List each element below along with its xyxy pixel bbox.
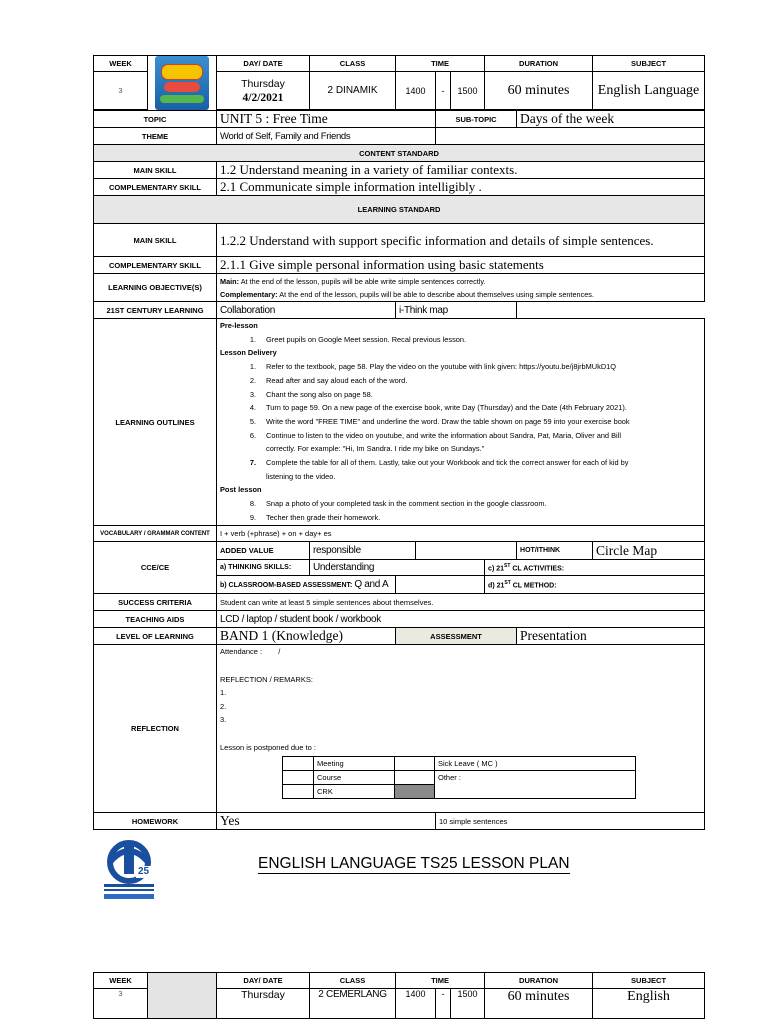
subject-header-2: SUBJECT [593, 973, 705, 989]
c21-empty [517, 302, 705, 319]
content-comp-skill-label: COMPLEMENTARY SKILL [94, 179, 217, 196]
subject-value: English Language [593, 72, 705, 110]
content-comp-skill: 2.1 Communicate simple information intelligibly . [217, 179, 705, 196]
hot-label: HOT/ITHINK [517, 542, 593, 560]
aids-label: TEACHING AIDS [94, 611, 217, 628]
crk-label: CRK [314, 785, 395, 799]
theme-label: THEME [94, 128, 217, 145]
c21-value: Collaboration [217, 302, 396, 319]
other-checkbox[interactable] [395, 771, 435, 785]
remark-1: 1. [220, 688, 227, 697]
vocab-label: VOCABULARY / GRAMMAR CONTENT [94, 526, 217, 542]
content-main-skill-label: MAIN SKILL [94, 162, 217, 179]
thinking-value: Understanding [310, 560, 485, 576]
objective-cell [217, 274, 705, 302]
time-end-2: 1500 [451, 989, 485, 1019]
sick-label: Sick Leave ( MC ) [435, 757, 636, 771]
day-header: DAY/ DATE [217, 56, 310, 72]
outline-step-continued: listening to the video. [266, 471, 336, 481]
day-header-2: DAY/ DATE [217, 973, 310, 989]
super-minds-logo [155, 56, 209, 110]
lesson-delivery-heading: Lesson Delivery [220, 348, 277, 358]
crk-shade [395, 785, 435, 799]
c21-label: 21ST CENTURY LEARNING [94, 302, 217, 319]
level-value: BAND 1 (Knowledge) [217, 628, 396, 645]
lesson-plan-table [93, 55, 705, 830]
postpone-table [282, 756, 636, 799]
remarks-label: REFLECTION / REMARKS: [220, 675, 313, 684]
theme-value: World of Self, Family and Friends [217, 128, 436, 145]
outline-step: 6. Continue to listen to the video on youtube, and write the information about Sandra, Pat, Maria, Oliver and Bill [249, 430, 621, 440]
outline-step: 1. Greet pupils on Google Meet session. Recal previous lesson. [249, 334, 467, 344]
c21-activities-cell: c) 21ST CL ACTIVITIES: [485, 560, 705, 576]
ls-main-skill-label: MAIN SKILL [94, 224, 217, 257]
cce-label: CCE/CE [94, 542, 217, 594]
reflection-cell [217, 645, 705, 813]
topic-value: UNIT 5 : Free Time [217, 111, 436, 128]
duration-header: DURATION [485, 56, 593, 72]
class-header: CLASS [310, 56, 396, 72]
added-value-empty [416, 542, 517, 560]
thinking-label: a) THINKING SKILLS: [217, 560, 310, 576]
content-standard-header: CONTENT STANDARD [94, 145, 705, 162]
success-label: SUCCESS CRITERIA [94, 594, 217, 611]
book-logo-cell [148, 56, 217, 111]
subject-value-2: English [593, 989, 705, 1019]
day-value: Thursday [241, 77, 285, 90]
lesson-plan-2-table [93, 972, 705, 1019]
cba-value: Q and A [354, 579, 389, 590]
outlines-label: LEARNING OUTLINES [94, 319, 217, 526]
ls-comp-skill-label: COMPLEMENTARY SKILL [94, 257, 217, 274]
remark-2: 2. [220, 702, 227, 711]
postponed-label: Lesson is postponed due to : [220, 743, 316, 752]
c21-method-cell: d) 21ST CL METHOD: [485, 576, 705, 594]
time-dash-2: - [436, 989, 451, 1019]
c21-map: i-Think map [396, 302, 517, 319]
pre-lesson-heading: Pre-lesson [220, 321, 258, 330]
objective-comp-label: Complementary: [220, 289, 278, 299]
duration-value: 60 minutes [485, 72, 593, 110]
cba-label: b) CLASSROOM-BASED ASSESSMENT: [220, 582, 353, 589]
time-header-2: TIME [396, 973, 485, 989]
week-header: WEEK [94, 56, 148, 72]
ts25-logo-number: 25 [138, 866, 150, 877]
content-main-skill: 1.2 Understand meaning in a variety of familiar contexts. [217, 162, 705, 179]
outline-step: 3. Chant the song also on page 58. [249, 389, 373, 399]
theme-empty [436, 128, 705, 145]
topic-label: TOPIC [94, 111, 217, 128]
other-label: Other : [435, 771, 636, 799]
success-value: Student can write at least 5 simple sentences about themselves. [217, 594, 705, 611]
attendance-line: Attendance : / [220, 647, 281, 656]
outline-step: 4. Turn to page 59. On a new page of the exercise book, write Day (Thursday) and the Date (4th February 2021). [249, 403, 627, 413]
reflection-label: REFLECTION [94, 645, 217, 813]
aids-value: LCD / laptop / student book / workbook [217, 611, 705, 628]
time-start: 1400 [396, 72, 436, 110]
objective-label: LEARNING OBJECTIVE(S) [94, 274, 217, 302]
objective-comp: At the end of the lesson, pupils will be able to describe about themselves using simple sentences. [279, 289, 594, 299]
subtopic-value: Days of the week [517, 111, 705, 128]
vocab-value: I + verb (+phrase) + on + day+ es [217, 526, 705, 542]
added-value: responsible [310, 542, 416, 560]
duration-header-2: DURATION [485, 973, 593, 989]
time-dash: - [436, 72, 451, 110]
objective-main-label: Main: [220, 276, 240, 286]
homework-value: Yes [217, 813, 436, 830]
cba-empty [396, 576, 485, 594]
date-value: 4/2/2021 [242, 91, 284, 104]
added-value-label: ADDED VALUE [217, 542, 310, 560]
outline-step: 8. Snap a photo of your completed task in the comment section in the google classroom. [249, 499, 547, 509]
time-start-2: 1400 [396, 989, 436, 1019]
cba-cell [217, 576, 396, 594]
outline-step-continued: correctly. For example: "Hi, Im Sandra. I ride my bike on Sundays." [266, 444, 485, 454]
assessment-value: Presentation [517, 628, 705, 645]
day-date-cell [217, 72, 310, 110]
day-value-2: Thursday [217, 989, 310, 1019]
course-label: Course [314, 771, 395, 785]
level-label: LEVEL OF LEARNING [94, 628, 217, 645]
crk-checkbox[interactable] [283, 785, 314, 799]
class-value: 2 DINAMIK [310, 72, 396, 110]
outline-step: 7. Complete the table for all of them. Lastly, take out your Workbook and tick the correct answer for each of kid by [249, 458, 629, 468]
outline-step: 1. Refer to the textbook, page 58. Play the video on the youtube with link given: https://youtu.be/j8jrbMUkD1Q [249, 362, 617, 372]
sick-checkbox[interactable] [395, 757, 435, 771]
remark-3: 3. [220, 715, 227, 724]
homework-detail: 10 simple sentences [436, 813, 705, 830]
learning-standard-header: LEARNING STANDARD [94, 196, 705, 224]
week-value: 3 [94, 72, 148, 110]
week-value-2: 3 [94, 989, 148, 1019]
ls-comp-skill: 2.1.1 Give simple personal information using basic statements [217, 257, 705, 274]
hot-value: Circle Map [593, 542, 705, 560]
meeting-checkbox[interactable] [283, 757, 314, 771]
outline-step: 2. Read after and say aloud each of the word. [249, 375, 408, 385]
ts25-logo [98, 838, 160, 902]
book-logo-cell-2 [148, 973, 217, 1019]
outline-step: 9. Techer then grade their homework. [249, 512, 381, 522]
duration-value-2: 60 minutes [485, 989, 593, 1019]
post-lesson-heading: Post lesson [220, 485, 262, 495]
week-header-2: WEEK [94, 973, 148, 989]
homework-label: HOMEWORK [94, 813, 217, 830]
time-end: 1500 [451, 72, 485, 110]
ls-main-skill: 1.2.2 Understand with support specific information and details of simple sentences. [217, 224, 705, 257]
class-header-2: CLASS [310, 973, 396, 989]
time-header: TIME [396, 56, 485, 72]
class-value-2: 2 CEMERLANG [310, 989, 396, 1019]
outline-step: 5. Write the word "FREE TIME" and underline the word. Draw the table shown on page 59 into your exercise book [249, 416, 630, 426]
assessment-label: ASSESSMENT [396, 628, 517, 645]
meeting-label: Meeting [314, 757, 395, 771]
outlines-cell [217, 319, 705, 526]
footer-title: ENGLISH LANGUAGE TS25 LESSON PLAN [258, 855, 570, 872]
subject-header: SUBJECT [593, 56, 705, 72]
course-checkbox[interactable] [283, 771, 314, 785]
objective-main: At the end of the lesson, pupils will be able write simple sentences correctly. [240, 276, 486, 286]
subtopic-label: SUB-TOPIC [436, 111, 517, 128]
